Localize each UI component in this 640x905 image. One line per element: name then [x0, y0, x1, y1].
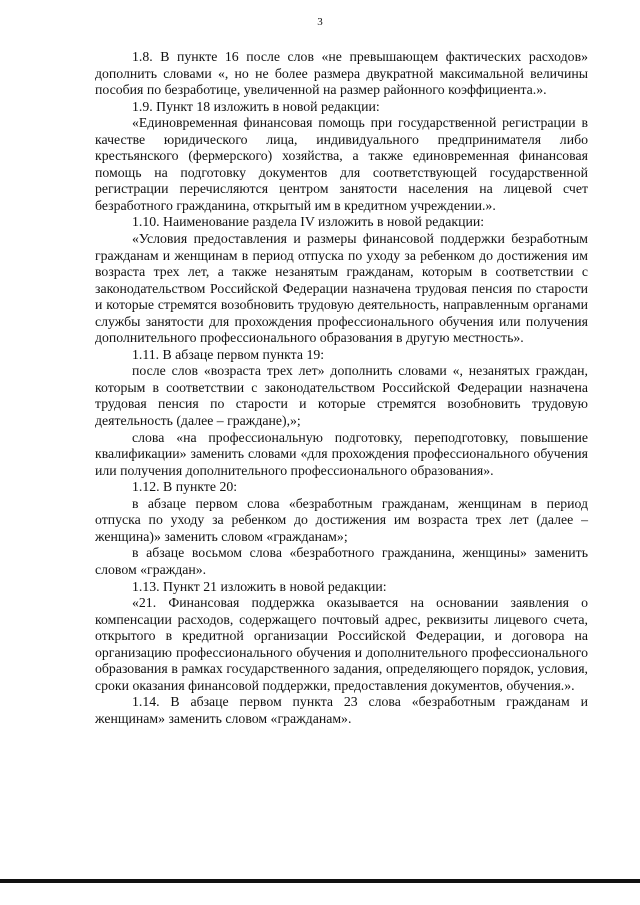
paragraph-1-13: 1.13. Пункт 21 изложить в новой редакции: — [132, 578, 387, 594]
amendment-after-words: после слов «возраста трех лет» дополнить словами «, незанятых граждан, которым в соответствии с законодательством Российской Федерации назначена трудовая пенсия по старости и которые стремятся возобновить трудовую деятельность (далее – граждане),»; — [95, 363, 588, 429]
paragraph-1-8: 1.8. В пункте 16 после слов «не превышающем фактических расходов» дополнить словами «, но не более размера двукратной максимальной величины пособия по безработице, увеличенной на размер районного коэффициента.». — [95, 49, 588, 98]
bottom-rule-divider — [0, 879, 640, 883]
paragraph-1-12: 1.12. В пункте 20: — [132, 479, 238, 495]
amendment-replace-words: слова «на профессиональную подготовку, переподготовку, повышение квалификации» заменить словами «для прохождения профессионального обучения или получения дополнительного профессионального образования». — [95, 429, 588, 478]
amendment-eighth-abzats: в абзаце восьмом слова «безработного гражданина, женщины» заменить словом «граждан». — [95, 545, 588, 577]
quote-item-18: «Единовременная финансовая помощь при государственной регистрации в качестве юридического лица, индивидуального предпринимателя либо крестьянского (фермерского) хозяйства, а также единовременная финансовая помощь на подготовку документов для соответствующей государственной регистрации перечисляются центром занятости населения на лицевой счет безработного гражданина, открытый им в кредитном учреждении.». — [95, 115, 588, 213]
paragraph-1-10: 1.10. Наименование раздела IV изложить в новой редакции: — [132, 214, 485, 230]
page-number: 3 — [317, 16, 323, 28]
document-body — [95, 49, 588, 727]
paragraph-1-9: 1.9. Пункт 18 изложить в новой редакции: — [132, 98, 380, 114]
quote-section-iv-title: «Условия предоставления и размеры финансовой поддержки безработным гражданам и женщинам в период отпуска по уходу за ребенком до достижения им возраста трех лет, а также незанятым гражданам, которым в соответствии с законодательством Российской Федерации назначена трудовая пенсия по старости и которые стремятся возобновить трудовую деятельность, направленным органами службы занятости для прохождения профессионального обучения или получения дополнительного профессионального образования в другую местность». — [95, 231, 588, 346]
paragraph-1-11: 1.11. В абзаце первом пункта 19: — [132, 346, 325, 362]
quote-item-21: «21. Финансовая поддержка оказывается на основании заявления о компенсации расходов, содержащего почтовый адрес, реквизиты лицевого счета, открытого в кредитной организации Российской Федерации, и договора на организацию профессионального обучения и дополнительного профессионального образования в рамках государственного задания, определяющего порядок, условия, сроки оказания финансовой поддержки, предоставления документов, обучения.». — [95, 595, 588, 693]
amendment-first-abzats: в абзаце первом слова «безработным гражданам, женщинам в период отпуска по уходу за ребенком до достижения им возраста трех лет (далее – женщина)» заменить словом «гражданам»; — [95, 495, 588, 544]
paragraph-1-14: 1.14. В абзаце первом пункта 23 слова «безработным гражданам и женщинам» заменить словом «гражданам». — [95, 694, 588, 726]
